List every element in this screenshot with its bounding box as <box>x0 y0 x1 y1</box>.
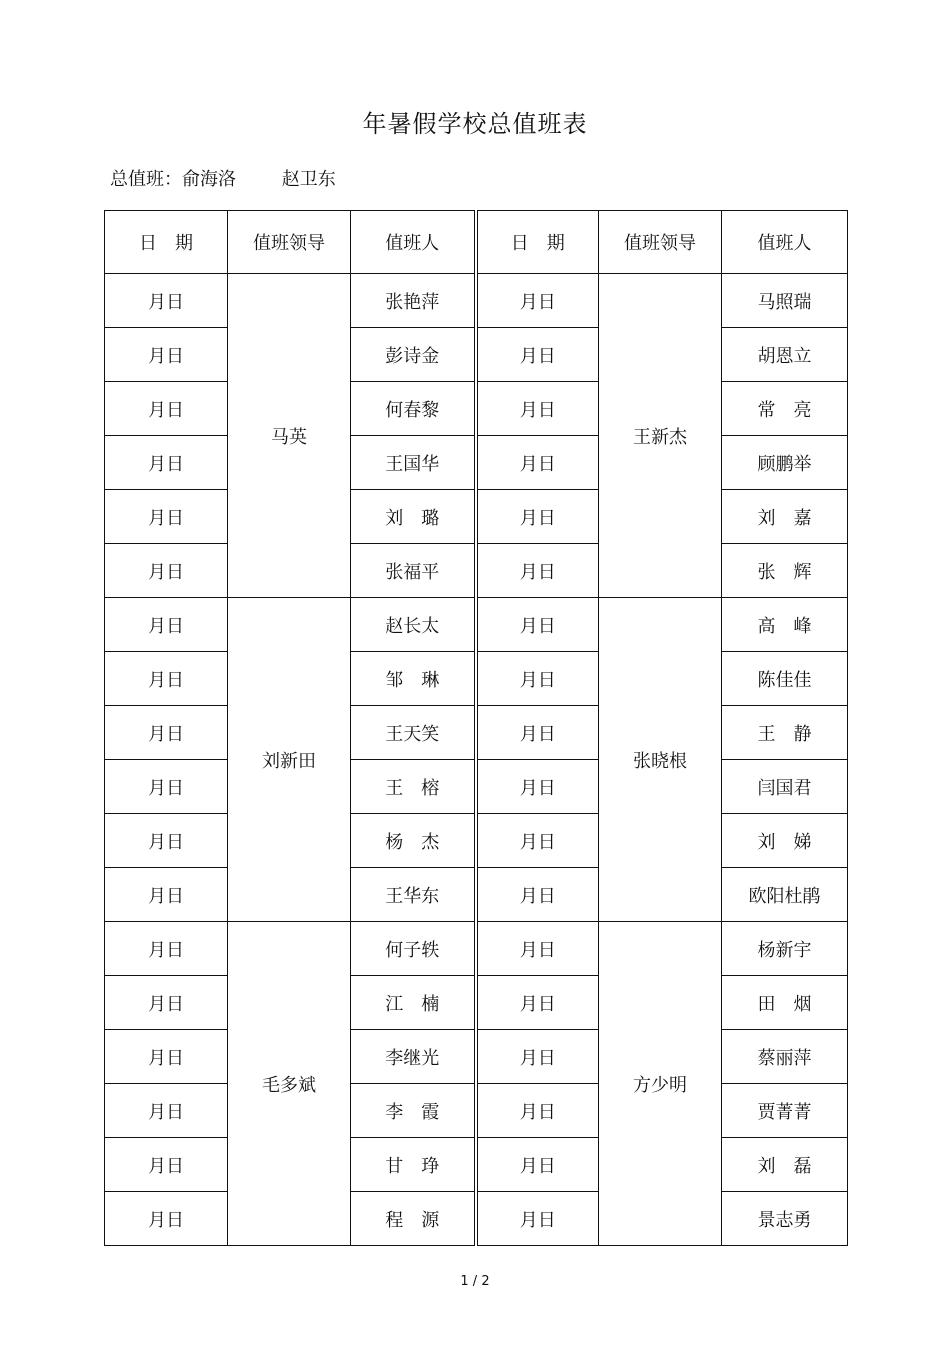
staff-cell: 王 榕 <box>351 760 476 814</box>
date-cell: 月日 <box>105 760 228 814</box>
header-date: 日 期 <box>476 211 599 274</box>
date-cell: 月日 <box>476 706 599 760</box>
staff-cell: 田 烟 <box>722 976 848 1030</box>
date-cell: 月日 <box>476 490 599 544</box>
staff-cell: 贾菁菁 <box>722 1084 848 1138</box>
date-cell: 月日 <box>105 868 228 922</box>
date-cell: 月日 <box>105 1192 228 1246</box>
date-cell: 月日 <box>476 976 599 1030</box>
staff-cell: 李继光 <box>351 1030 476 1084</box>
table-row <box>105 868 848 922</box>
date-cell: 月日 <box>105 490 228 544</box>
staff-cell: 张艳萍 <box>351 274 476 328</box>
date-cell: 月日 <box>476 328 599 382</box>
staff-cell: 甘 琤 <box>351 1138 476 1192</box>
staff-cell: 王华东 <box>351 868 476 922</box>
date-cell: 月日 <box>105 922 228 976</box>
table-row <box>105 976 848 1030</box>
page-number: 1 / 2 <box>460 1274 490 1289</box>
leader-cell: 刘新田 <box>228 598 351 922</box>
date-cell: 月日 <box>105 274 228 328</box>
date-cell: 月日 <box>105 1138 228 1192</box>
table-row <box>105 598 848 652</box>
date-cell: 月日 <box>105 598 228 652</box>
date-cell: 月日 <box>476 652 599 706</box>
date-cell: 月日 <box>105 652 228 706</box>
staff-cell: 蔡丽萍 <box>722 1030 848 1084</box>
staff-cell: 顾鹏举 <box>722 436 848 490</box>
table-row <box>105 382 848 436</box>
date-cell: 月日 <box>105 328 228 382</box>
table-row <box>105 652 848 706</box>
chief-duty-line <box>110 165 336 195</box>
date-cell: 月日 <box>105 1084 228 1138</box>
date-cell: 月日 <box>476 814 599 868</box>
date-cell: 月日 <box>476 760 599 814</box>
date-cell: 月日 <box>476 1192 599 1246</box>
date-cell: 月日 <box>476 598 599 652</box>
table-row <box>105 922 848 976</box>
page-title: 年暑假学校总值班表 <box>362 110 588 138</box>
date-cell: 月日 <box>476 436 599 490</box>
table-row <box>105 706 848 760</box>
staff-cell: 王 静 <box>722 706 848 760</box>
leader-cell: 马英 <box>228 274 351 598</box>
leader-cell: 方少明 <box>599 922 722 1246</box>
staff-cell: 闫国君 <box>722 760 848 814</box>
date-cell: 月日 <box>105 706 228 760</box>
table-row <box>105 328 848 382</box>
staff-cell: 张福平 <box>351 544 476 598</box>
table-row <box>105 490 848 544</box>
date-cell: 月日 <box>105 814 228 868</box>
leader-cell: 张晓根 <box>599 598 722 922</box>
date-cell: 月日 <box>105 544 228 598</box>
date-cell: 月日 <box>476 1138 599 1192</box>
staff-cell: 张 辉 <box>722 544 848 598</box>
table-row <box>105 1192 848 1246</box>
chief-duty-label: 总值班： <box>110 169 182 190</box>
staff-cell: 王天笑 <box>351 706 476 760</box>
header-staff: 值班人 <box>722 211 848 274</box>
date-cell: 月日 <box>476 1030 599 1084</box>
table-row <box>105 760 848 814</box>
staff-cell: 马照瑞 <box>722 274 848 328</box>
staff-cell: 王国华 <box>351 436 476 490</box>
staff-cell: 常 亮 <box>722 382 848 436</box>
staff-cell: 程 源 <box>351 1192 476 1246</box>
staff-cell: 刘 娣 <box>722 814 848 868</box>
header-leader: 值班领导 <box>228 211 351 274</box>
staff-cell: 何子轶 <box>351 922 476 976</box>
date-cell: 月日 <box>105 382 228 436</box>
table-row <box>105 274 848 328</box>
header-leader: 值班领导 <box>599 211 722 274</box>
leader-cell: 王新杰 <box>599 274 722 598</box>
staff-cell: 高 峰 <box>722 598 848 652</box>
table-row <box>105 814 848 868</box>
date-cell: 月日 <box>476 868 599 922</box>
leader-cell: 毛多斌 <box>228 922 351 1246</box>
table-row <box>105 1084 848 1138</box>
staff-cell: 欧阳杜鹃 <box>722 868 848 922</box>
staff-cell: 胡恩立 <box>722 328 848 382</box>
duty-table-body <box>105 274 848 1246</box>
date-cell: 月日 <box>105 1030 228 1084</box>
staff-cell: 景志勇 <box>722 1192 848 1246</box>
table-row <box>105 1030 848 1084</box>
chief-duty-name: 俞海洛 <box>182 169 236 190</box>
duty-table <box>104 210 848 1246</box>
staff-cell: 邹 琳 <box>351 652 476 706</box>
date-cell: 月日 <box>476 544 599 598</box>
staff-cell: 彭诗金 <box>351 328 476 382</box>
table-row <box>105 1138 848 1192</box>
chief-duty-name: 赵卫东 <box>281 169 336 190</box>
staff-cell: 江 楠 <box>351 976 476 1030</box>
staff-cell: 何春黎 <box>351 382 476 436</box>
date-cell: 月日 <box>105 436 228 490</box>
staff-cell: 刘 璐 <box>351 490 476 544</box>
staff-cell: 刘 嘉 <box>722 490 848 544</box>
date-cell: 月日 <box>105 976 228 1030</box>
staff-cell: 杨新宇 <box>722 922 848 976</box>
date-cell: 月日 <box>476 922 599 976</box>
table-row <box>105 544 848 598</box>
header-date: 日 期 <box>105 211 228 274</box>
staff-cell: 杨 杰 <box>351 814 476 868</box>
staff-cell: 陈佳佳 <box>722 652 848 706</box>
date-cell: 月日 <box>476 382 599 436</box>
staff-cell: 李 霞 <box>351 1084 476 1138</box>
staff-cell: 刘 磊 <box>722 1138 848 1192</box>
date-cell: 月日 <box>476 274 599 328</box>
staff-cell: 赵长太 <box>351 598 476 652</box>
header-staff: 值班人 <box>351 211 476 274</box>
date-cell: 月日 <box>476 1084 599 1138</box>
table-row <box>105 436 848 490</box>
table-header-row <box>105 211 848 274</box>
